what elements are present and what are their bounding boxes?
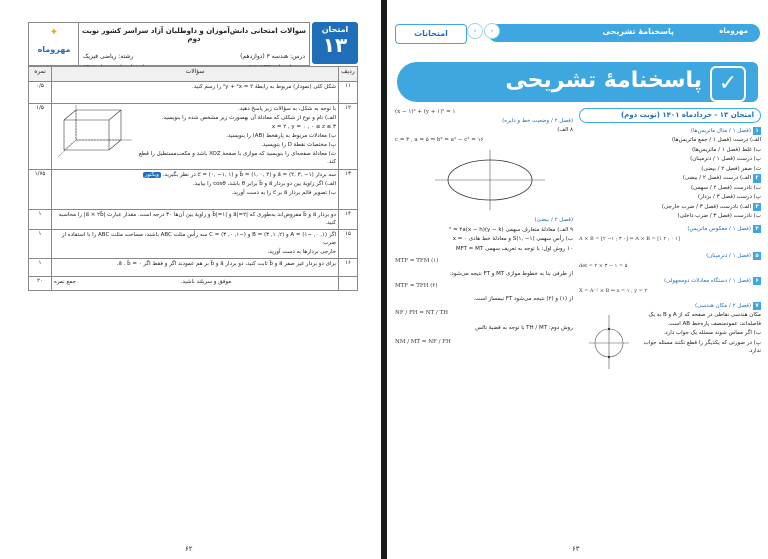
answers-left-column: (x − ۱)² + (y + ۱)² = ۱ (فصل ۲ / وضعیت خط و دایره) ۸ الف) c = ۳ , a = ۵ ⇒ b² = a² − c² = ۱۶ (فصل ۲ / بیضی) ۹ الف) معادلهٔ متعارف سهمی (y − k)² = ۴a(x − h) ب) رأس سهمی S(۱, −۱) و معادلهٔ خط هادی x = ۰ ۱۰ روش اول: با توجه به تعریف سهمی MFT = MT MTF = TFM (۱) از طرفی بنا به خطوط موازی MT و FT نتیجه می‌شود: MTF = TFH (۲) از (۱) و (۲) نتیجه می‌شود FT نیمساز است. NF / FH = NT / TH روش دوم: TH / MT با توجه به قضیهٔ تالس NM / MT = NF / FH [395, 109, 573, 345]
section-title: امتحان ۱۳ - خردادماه ۱۴۰۱ (نوبت دوم) [579, 108, 761, 123]
answers-right-column: امتحان ۱۳ - خردادماه ۱۴۰۱ (نوبت دوم) ۱(فصل ۱ / مثال ماتریس‌ها) الف) درست (فصل ۱ / جمع ماتریس‌ها) ب) غلط (فصل ۱ / ماتریس‌ها) پ) درست (فصل ۱ / دترمینان) ت) صفر (فصل ۲ / بیضی) ۲الف) درست (فصل ۲ / بیضی) ب) نادرست (فصل ۲ / سهمی) پ) درست (فصل ۳ / بردار) ۳الف) نادرست (فصل ۳ / ضرب خارجی) ب) نادرست (فصل ۳ / ضرب داخلی) ۴(فصل ۱ / معکوس ماتریس) A × B = [۲ −۱ ; ۳ ۰] ⇒ A × B = [۱ ۲ ; ۰ ۱] ۵(فصل ۱ / دترمینان) det = ۲ × ۳ − ۱ = ۵ ۶(فصل ۱ / دستگاه معادلات دومجهولی) X = A⁻¹ × B ⇒ x = ۱ , y = ۲ ۷(فصل ۲ / مکان هندسی) مکان هندسی نقاطی در صفحه که از A و B به یک فاصله‌اند، عمودمنصف پاره‌خط AB است. ب) اگر مماس شوند مسئله یک جواب دارد. پ) در صورتی که یکدیگر را قطع نکنند مسئله جواب ندارد. [579, 108, 761, 371]
left-page [0, 0, 381, 559]
exam-info-row-1 [79, 53, 309, 60]
question-row: ۱۵ اگر (۱, ۰, −۱) = A و (۲, ۱, ۳) = B و (−۱, ۰, ۳) = C سه رأس مثلث ABC باشند، مساحت مثلث ABC را با استفاده از ضرب خارجی بردارها به دست آورید. ۱ [29, 230, 358, 259]
col-questions-header: سؤالات [52, 67, 339, 82]
exam-title-box [78, 22, 310, 66]
publisher-logo: ✦ مهروماه [28, 22, 80, 66]
topbar-logo: مهروماه [719, 27, 748, 35]
cuboid-figure [54, 105, 134, 160]
right-page-number: ۶۳ [572, 545, 580, 553]
nav-next-icon[interactable]: › [484, 23, 500, 39]
question-row: ۱۶ برای دو بردار غیر صفر a⃗ و b⃗ ثابت کنید، دو بردار a⃗ و b⃗ بر هم عمودند اگر و فقط اگر a⃗ . b⃗ = ۰. ۱ [29, 259, 358, 277]
question-row: ۱۴ دو بردار a⃗ و b⃗ مفروض‌اند به‌طوری که |a⃗|=۲ و |b⃗|=۱ و زاویهٔ بین آن‌ها ۳۰ درجه است. مقدار عبارت |a⃗ × ۲b⃗| را محاسبه کنید. ۱ [29, 210, 358, 230]
topbar-title: پاسخنامهٔ تشریحی [602, 27, 674, 36]
closing-note: موفق و سربلند باشید. [180, 279, 232, 285]
ellipse-figure [435, 150, 573, 212]
exam-header [28, 22, 358, 64]
exam-lesson: درس: هندسه ۳ (دوازدهم) [240, 53, 305, 60]
perpendicular-bisector-figure [579, 311, 639, 371]
right-page [387, 0, 768, 559]
question-row: ۱۲ با توجه به شکل، به سؤالات زیر پاسخ دهید. الف) نام و نوع از شکلی که معادلهٔ آن بهصورت زیر مشخص شده را بنویسید. x = ۲ , y = ۰ , ۰ ≤ z ≤ ۳ ب) معادلات مربوط به پارهخط (AB) را بنویسید. پ) مختصات نقطهٔ D را بنویسید. ت) معادلهٔ صفحه‌ای را بنویسید که موازی با صفحهٔ XOZ باشد و مکعب‌مستطیل را قطع کند. ۱/۵ [29, 104, 358, 170]
left-page-number: ۶۲ [185, 545, 193, 553]
exam-number-badge: امتحان ۱۳ [312, 22, 358, 64]
exams-label: امتحانات [395, 24, 467, 44]
cuboid-diagram [54, 105, 134, 160]
answer-topbar [387, 20, 768, 46]
question-row: ۱۱ شکل کلی (نمودار) مربوط به رابطهٔ ۲ = ²y + ²x را رسم کنید. ۰/۵ [29, 82, 358, 104]
bird-icon: ✦ [49, 27, 59, 38]
nav-prev-icon[interactable]: ‹ [467, 23, 483, 39]
topic-tag: ویکتور [144, 172, 159, 178]
checkmark-icon: ✓ [710, 66, 746, 102]
exam-title: سوالات امتحانی دانش‌آموزان و داوطلبان آزاد سراسر کشور نوبت دوم [82, 27, 306, 43]
col-score-header: نمره [29, 67, 52, 82]
total-row: موفق و سربلند باشید. جمع نمره ۲۰ [29, 277, 358, 291]
table-header-row [29, 67, 358, 82]
total-label: جمع نمره [54, 279, 76, 285]
exam-field: رشته: ریاضی فیزیک [83, 53, 134, 60]
topbar-title-bar [488, 24, 760, 42]
banner-title: پاسخنامهٔ تشریحی [505, 68, 702, 93]
answers-banner [397, 62, 758, 102]
col-row-header: ردیف [339, 67, 358, 82]
question-row: ۱۳ سه بردار a⃗ = (۲, ۳, −۱) و b⃗ = (۱, ۰, ۲) و c⃗ = (۰, −۱, ۱) در نظر بگیرید. ویکتور الف) اگر زاویهٔ بین دو بردار a⃗ و b⃗ برابر θ باشد، cosθ را بیابید. ب) تصویر قائم بردار a⃗ بر c⃗ را به دست آورید. ۱/۷۵ [29, 170, 358, 210]
questions-table [28, 66, 358, 291]
